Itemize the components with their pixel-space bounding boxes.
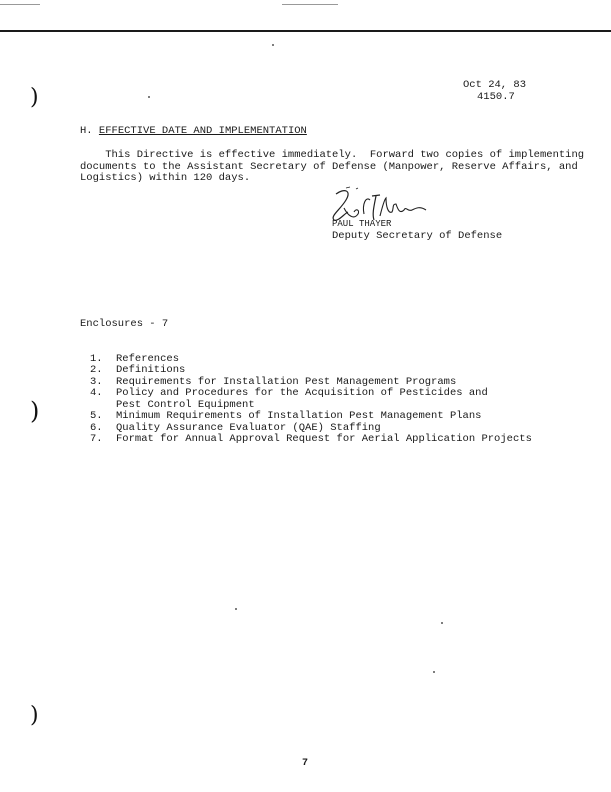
enclosure-title: Quality Assurance Evaluator (QAE) Staffing bbox=[116, 421, 381, 434]
signer-title: Deputy Secretary of Defense bbox=[332, 229, 503, 242]
enclosure-title: Definitions bbox=[116, 364, 186, 376]
scan-speck bbox=[441, 622, 443, 624]
scan-edge-line-left bbox=[0, 4, 40, 5]
enclosure-number: 4. bbox=[90, 387, 103, 399]
body-paragraph bbox=[80, 149, 585, 185]
scan-speck bbox=[148, 96, 150, 98]
section-title: EFFECTIVE DATE AND IMPLEMENTATION bbox=[98, 125, 307, 137]
enclosure-title: References bbox=[116, 352, 180, 365]
document-header bbox=[463, 80, 533, 103]
enclosures-heading: Enclosures - 7 bbox=[80, 318, 169, 330]
top-rule bbox=[0, 30, 611, 35]
enclosure-items bbox=[80, 354, 532, 446]
directive-number: 4150.7 bbox=[477, 90, 515, 103]
scan-speck bbox=[272, 44, 274, 46]
document-date: Oct 24, 83 bbox=[463, 79, 527, 91]
enclosure-title: Policy and Procedures for the Acquisition of Pesticides and bbox=[116, 387, 488, 399]
enclosure-number: 6. bbox=[90, 421, 103, 434]
enclosure-number: 2. bbox=[90, 364, 103, 376]
enclosure-title: Format for Annual Approval Request for Aerial Application Projects bbox=[116, 433, 532, 445]
section-letter: H. bbox=[80, 125, 93, 137]
signer-name: PAUL THAYER bbox=[332, 219, 392, 229]
enclosure-title: Requirements for Installation Pest Management Programs bbox=[116, 375, 457, 388]
paragraph-line: This Directive is effective immediately. Forward two copies of implementing bbox=[80, 149, 585, 161]
paragraph-line: documents to the Assistant Secretary of Defense (Manpower, Reserve Affairs, and bbox=[80, 160, 578, 173]
signature-block bbox=[332, 219, 502, 242]
section-heading bbox=[80, 126, 307, 138]
scan-speck bbox=[433, 671, 435, 673]
enclosure-number: 1. bbox=[90, 352, 103, 365]
enclosure-title: Minimum Requirements of Installation Pest Management Plans bbox=[116, 410, 482, 422]
binder-hole-mark-bottom: ) bbox=[30, 703, 39, 728]
enclosures-list bbox=[80, 296, 532, 457]
enclosure-item bbox=[80, 434, 532, 446]
enclosure-number: 5. bbox=[90, 410, 103, 422]
enclosure-number: 3. bbox=[90, 375, 103, 388]
scan-edge-line-mid bbox=[282, 4, 338, 5]
page-number: 7 bbox=[302, 758, 309, 769]
enclosure-number: 7. bbox=[90, 433, 103, 445]
enclosure-title: Pest Control Equipment bbox=[116, 398, 255, 411]
scan-speck bbox=[235, 608, 237, 610]
paragraph-line: Logistics) within 120 days. bbox=[80, 172, 251, 184]
binder-hole-mark-middle: ) bbox=[30, 397, 40, 425]
binder-hole-mark-top: ) bbox=[30, 85, 39, 110]
